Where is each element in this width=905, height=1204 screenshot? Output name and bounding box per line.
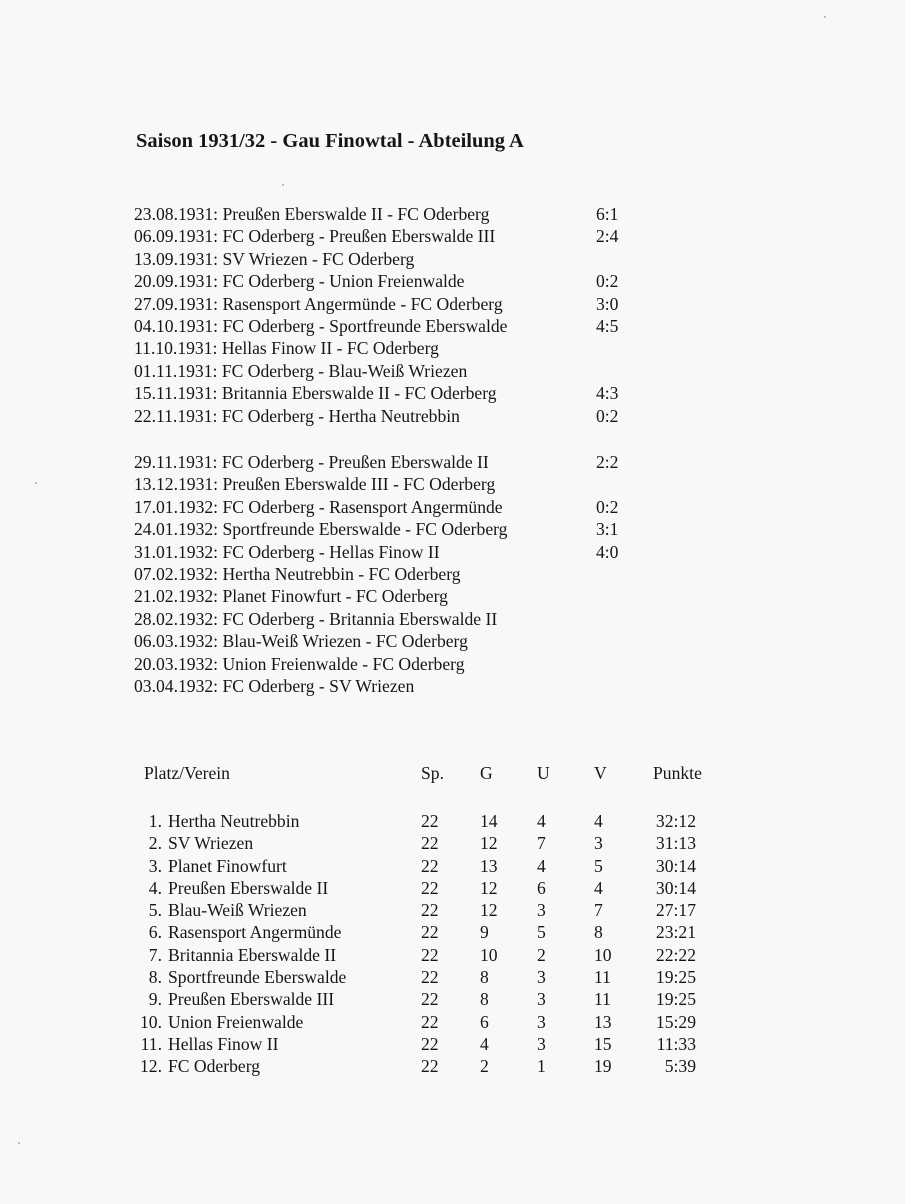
scan-speck — [282, 184, 284, 186]
fixture-score: 0:2 — [596, 496, 619, 517]
club-rank: 8. — [148, 967, 162, 988]
fixture-match: FC Oderberg - Hertha Neutrebbin — [221, 405, 460, 426]
points-cell: 22:22 — [655, 944, 696, 965]
fixture-match: FC Oderberg - Preußen Eberswalde II — [221, 452, 489, 472]
scan-speck — [35, 482, 37, 484]
wins-cell: 8 — [480, 989, 489, 1010]
fixture-row — [134, 225, 619, 247]
standings-row — [134, 1011, 734, 1033]
points-cell: 19:25 — [655, 967, 696, 988]
draws-cell: 5 — [537, 922, 546, 943]
standings-row — [134, 832, 734, 854]
losses-cell: 4 — [594, 877, 603, 898]
club-cell — [134, 810, 299, 832]
fixture-match: FC Oderberg - Britannia Eberswalde II — [222, 608, 498, 629]
draws-cell: 1 — [537, 1056, 546, 1077]
losses-cell: 4 — [594, 811, 603, 831]
points-cell: 31:13 — [655, 833, 696, 854]
fixture-score: 0:2 — [596, 271, 619, 292]
fixture-row — [134, 496, 619, 518]
club-rank: 11. — [140, 1033, 162, 1054]
fixture-row — [134, 585, 507, 607]
fixture-match: Union Freienwalde - FC Oderberg — [222, 653, 465, 674]
club-cell — [134, 832, 253, 854]
fixture-date: 11.10.1931: — [134, 338, 218, 359]
games-cell: 22 — [421, 989, 439, 1010]
club-name: Blau-Weiß Wriezen — [168, 900, 307, 921]
fixture-row — [134, 653, 507, 675]
club-rank: 6. — [148, 922, 162, 943]
club-rank: 2. — [148, 833, 162, 854]
club-name: Britannia Eberswalde II — [168, 944, 337, 965]
standings-row — [134, 899, 734, 921]
fixture-score: 3:1 — [596, 519, 619, 540]
club-name: SV Wriezen — [168, 833, 254, 854]
games-cell: 22 — [421, 833, 439, 854]
standings-body — [134, 810, 734, 1078]
fixture-row — [134, 248, 507, 270]
standings-row — [134, 855, 734, 877]
scan-speck — [18, 1142, 20, 1144]
fixture-row — [134, 382, 619, 404]
fixture-date: 06.03.1932: — [134, 631, 219, 652]
draws-cell: 2 — [537, 944, 546, 965]
losses-cell: 19 — [594, 1056, 612, 1077]
header-games: Sp. — [421, 763, 444, 783]
fixture-row — [134, 451, 619, 473]
games-cell: 22 — [421, 900, 439, 921]
header-club: Platz/Verein — [144, 763, 230, 783]
club-rank: 3. — [148, 855, 162, 876]
fixture-score: 4:3 — [596, 383, 619, 404]
games-cell: 22 — [421, 811, 439, 831]
fixture-row — [134, 675, 507, 697]
club-rank: 7. — [148, 944, 162, 965]
fixture-match: Sportfreunde Eberswalde - FC Oderberg — [222, 519, 508, 540]
fixture-date: 31.01.1932: — [134, 541, 219, 562]
games-cell: 22 — [421, 944, 439, 965]
fixture-match: Preußen Eberswalde III - FC Oderberg — [222, 474, 496, 495]
standings-table — [134, 762, 734, 1078]
games-cell: 22 — [421, 922, 439, 943]
club-cell — [134, 966, 346, 988]
club-rank: 5. — [148, 900, 162, 921]
fixture-match: FC Oderberg - Sportfreunde Eberswalde — [222, 315, 508, 336]
club-rank: 4. — [148, 877, 162, 898]
wins-cell: 14 — [480, 811, 498, 831]
fixture-match: FC Oderberg - Union Freienwalde — [222, 271, 465, 292]
losses-cell: 10 — [594, 944, 612, 965]
fixture-row — [134, 360, 507, 382]
club-cell — [134, 877, 328, 899]
standings-row — [134, 921, 734, 943]
club-rank: 12. — [140, 1056, 162, 1077]
fixture-score: 3:0 — [596, 293, 619, 314]
draws-cell: 3 — [537, 967, 546, 988]
points-cell: 30:14 — [655, 855, 696, 876]
fixture-match: FC Oderberg - Hellas Finow II — [222, 541, 440, 562]
wins-cell: 12 — [480, 833, 498, 854]
draws-cell: 3 — [537, 1011, 546, 1032]
losses-cell: 3 — [594, 833, 603, 854]
games-cell: 22 — [421, 855, 439, 876]
fixture-row — [134, 337, 507, 359]
page-title: Saison 1931/32 - Gau Finowtal - Abteilung A — [136, 130, 524, 152]
fixture-date: 20.03.1932: — [134, 653, 219, 674]
draws-cell: 6 — [537, 877, 546, 898]
standings-row — [134, 966, 734, 988]
fixture-score: 4:0 — [596, 541, 619, 562]
fixture-score: 2:4 — [596, 226, 619, 247]
wins-cell: 9 — [480, 922, 489, 943]
fixture-date: 13.12.1931: — [134, 474, 219, 495]
wins-cell: 4 — [480, 1033, 489, 1054]
standings-row — [134, 944, 734, 966]
fixture-row — [134, 203, 619, 225]
draws-cell: 3 — [537, 989, 546, 1010]
fixture-row — [134, 518, 619, 540]
fixture-date: 01.11.1931: — [134, 360, 218, 381]
fixture-row — [134, 270, 619, 292]
wins-cell: 10 — [480, 944, 498, 965]
club-name: Planet Finowfurt — [168, 855, 287, 876]
fixture-match: Britannia Eberswalde II - FC Oderberg — [221, 383, 497, 404]
scan-speck — [824, 16, 826, 18]
points-cell: 19:25 — [655, 989, 696, 1010]
losses-cell: 7 — [594, 900, 603, 921]
fixture-row — [134, 315, 619, 337]
club-name: Union Freienwalde — [168, 1011, 304, 1032]
club-rank: 10. — [140, 1011, 162, 1032]
club-name: Hellas Finow II — [168, 1033, 279, 1054]
fixture-score: 2:2 — [596, 452, 619, 472]
header-draws: U — [537, 763, 550, 783]
points-cell: 5:39 — [664, 1056, 696, 1077]
draws-cell: 3 — [537, 1033, 546, 1054]
games-cell: 22 — [421, 967, 439, 988]
fixture-match: Hellas Finow II - FC Oderberg — [221, 338, 439, 359]
club-cell — [134, 899, 307, 921]
losses-cell: 5 — [594, 855, 603, 876]
club-name: Hertha Neutrebbin — [168, 811, 300, 831]
games-cell: 22 — [421, 877, 439, 898]
club-cell — [134, 944, 336, 966]
wins-cell: 2 — [480, 1056, 489, 1077]
fixture-date: 03.04.1932: — [134, 675, 219, 696]
fixture-date: 21.02.1932: — [134, 586, 219, 607]
fixture-row — [134, 405, 619, 427]
fixture-date: 06.09.1931: — [134, 226, 219, 247]
fixture-date: 23.08.1931: — [134, 204, 219, 224]
standings-row — [134, 810, 734, 832]
wins-cell: 12 — [480, 877, 498, 898]
header-losses: V — [594, 763, 607, 783]
club-name: Preußen Eberswalde III — [168, 989, 335, 1010]
fixture-match: FC Oderberg - SV Wriezen — [222, 675, 415, 696]
draws-cell: 3 — [537, 900, 546, 921]
fixtures-second-half — [134, 451, 619, 697]
points-cell: 11:33 — [656, 1033, 696, 1054]
draws-cell: 7 — [537, 833, 546, 854]
fixture-date: 07.02.1932: — [134, 563, 219, 584]
fixtures-first-half — [134, 203, 619, 427]
fixture-match: FC Oderberg - Preußen Eberswalde III — [222, 226, 496, 247]
points-cell: 32:12 — [655, 811, 696, 831]
fixture-score: 0:2 — [596, 405, 619, 426]
fixture-date: 22.11.1931: — [134, 405, 218, 426]
fixture-score: 6:1 — [596, 204, 619, 224]
club-cell — [134, 1011, 303, 1033]
wins-cell: 13 — [480, 855, 498, 876]
losses-cell: 13 — [594, 1011, 612, 1032]
fixture-match: Planet Finowfurt - FC Oderberg — [222, 586, 448, 607]
club-rank: 9. — [148, 989, 162, 1010]
points-cell: 30:14 — [655, 877, 696, 898]
standings-row — [134, 1033, 734, 1055]
club-cell — [134, 855, 287, 877]
standings-row — [134, 988, 734, 1010]
points-cell: 23:21 — [655, 922, 696, 943]
club-name: FC Oderberg — [168, 1056, 261, 1077]
fixture-row — [134, 563, 507, 585]
draws-cell: 4 — [537, 855, 546, 876]
club-cell — [134, 1055, 260, 1077]
fixture-date: 29.11.1931: — [134, 452, 218, 472]
fixture-date: 17.01.1932: — [134, 496, 219, 517]
fixture-match: FC Oderberg - Rasensport Angermünde — [222, 496, 503, 517]
header-points: Punkte — [653, 763, 702, 783]
fixture-match: FC Oderberg - Blau-Weiß Wriezen — [221, 360, 468, 381]
losses-cell: 11 — [594, 989, 611, 1010]
fixture-row — [134, 608, 507, 630]
fixture-row — [134, 630, 507, 652]
fixture-row — [134, 541, 619, 563]
club-cell — [134, 1033, 278, 1055]
fixture-score: 4:5 — [596, 315, 619, 336]
fixture-date: 15.11.1931: — [134, 383, 218, 404]
club-rank: 1. — [148, 811, 162, 831]
fixture-date: 28.02.1932: — [134, 608, 219, 629]
fixture-match: Preußen Eberswalde II - FC Oderberg — [222, 204, 490, 224]
games-cell: 22 — [421, 1033, 439, 1054]
losses-cell: 11 — [594, 967, 611, 988]
wins-cell: 12 — [480, 900, 498, 921]
standings-row — [134, 877, 734, 899]
draws-cell: 4 — [537, 811, 546, 831]
games-cell: 22 — [421, 1011, 439, 1032]
fixture-match: SV Wriezen - FC Oderberg — [222, 248, 415, 269]
club-cell — [134, 988, 334, 1010]
games-cell: 22 — [421, 1056, 439, 1077]
losses-cell: 15 — [594, 1033, 612, 1054]
losses-cell: 8 — [594, 922, 603, 943]
fixture-date: 04.10.1931: — [134, 315, 219, 336]
club-cell — [134, 921, 341, 943]
points-cell: 15:29 — [655, 1011, 696, 1032]
club-name: Preußen Eberswalde II — [168, 877, 329, 898]
fixture-date: 13.09.1931: — [134, 248, 219, 269]
standings-header — [134, 762, 734, 792]
fixture-row — [134, 473, 507, 495]
standings-row — [134, 1055, 734, 1077]
fixture-date: 20.09.1931: — [134, 271, 219, 292]
header-wins: G — [480, 763, 493, 783]
fixture-row — [134, 293, 619, 315]
wins-cell: 6 — [480, 1011, 489, 1032]
club-name: Rasensport Angermünde — [168, 922, 342, 943]
wins-cell: 8 — [480, 967, 489, 988]
points-cell: 27:17 — [655, 900, 696, 921]
fixture-date: 27.09.1931: — [134, 293, 219, 314]
fixture-match: Hertha Neutrebbin - FC Oderberg — [222, 563, 461, 584]
fixture-match: Rasensport Angermünde - FC Oderberg — [222, 293, 503, 314]
club-name: Sportfreunde Eberswalde — [168, 967, 347, 988]
fixture-date: 24.01.1932: — [134, 519, 219, 540]
fixture-match: Blau-Weiß Wriezen - FC Oderberg — [222, 631, 468, 652]
